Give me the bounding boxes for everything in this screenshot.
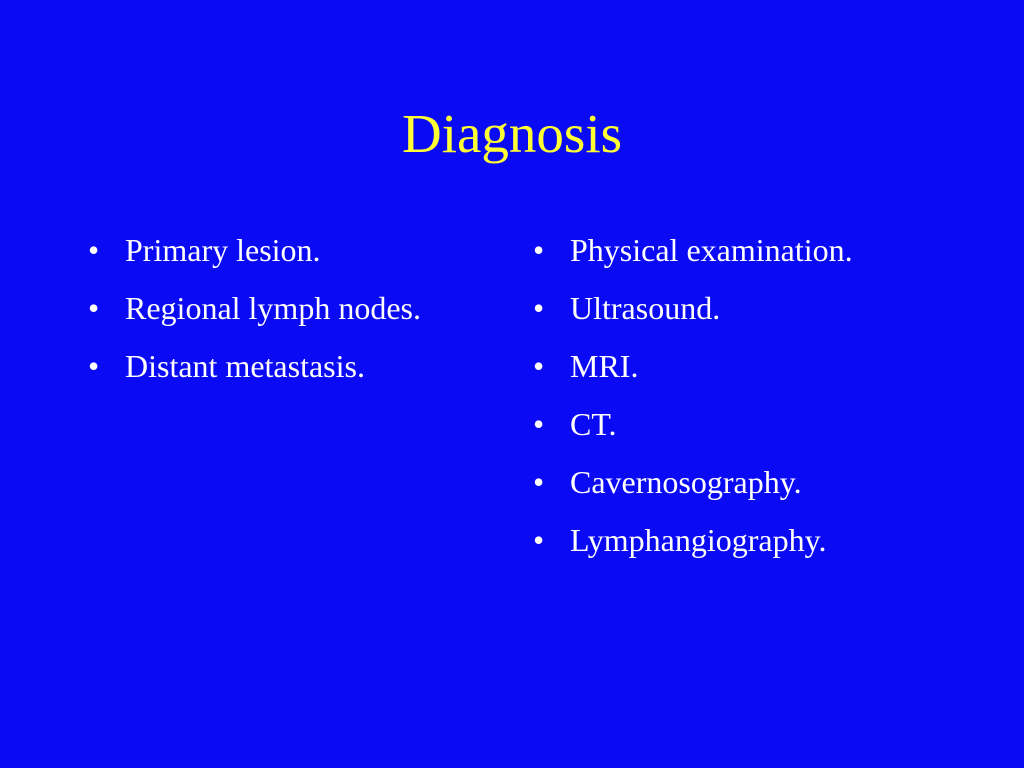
list-item	[533, 348, 1003, 384]
list-item	[533, 406, 1003, 442]
bullet-icon: •	[533, 522, 545, 558]
list-item	[533, 522, 1003, 558]
left-bullet-list	[88, 232, 468, 406]
bullet-icon: •	[88, 290, 100, 326]
list-item	[88, 348, 468, 384]
list-item-text: Cavernosography.	[570, 464, 802, 500]
list-item	[88, 232, 468, 268]
bullet-icon: •	[88, 232, 100, 268]
list-item	[533, 290, 1003, 326]
slide-title: Diagnosis	[402, 103, 622, 164]
list-item-text: Physical examination.	[570, 232, 853, 268]
bullet-icon: •	[88, 348, 100, 384]
list-item	[533, 232, 1003, 268]
bullet-icon: •	[533, 348, 545, 384]
list-item	[88, 290, 468, 326]
list-item-text: Lymphangiography.	[570, 522, 827, 558]
list-item-text: Primary lesion.	[125, 232, 321, 268]
list-item-text: Regional lymph nodes.	[125, 290, 421, 326]
list-item-text: Distant metastasis.	[125, 348, 365, 384]
bullet-icon: •	[533, 290, 545, 326]
list-item	[533, 464, 1003, 500]
right-bullet-list	[533, 232, 1003, 580]
list-item-text: MRI.	[570, 348, 639, 384]
bullet-icon: •	[533, 464, 545, 500]
bullet-icon: •	[533, 232, 545, 268]
list-item-text: Ultrasound.	[570, 290, 721, 326]
bullet-icon: •	[533, 406, 545, 442]
list-item-text: CT.	[570, 406, 617, 442]
